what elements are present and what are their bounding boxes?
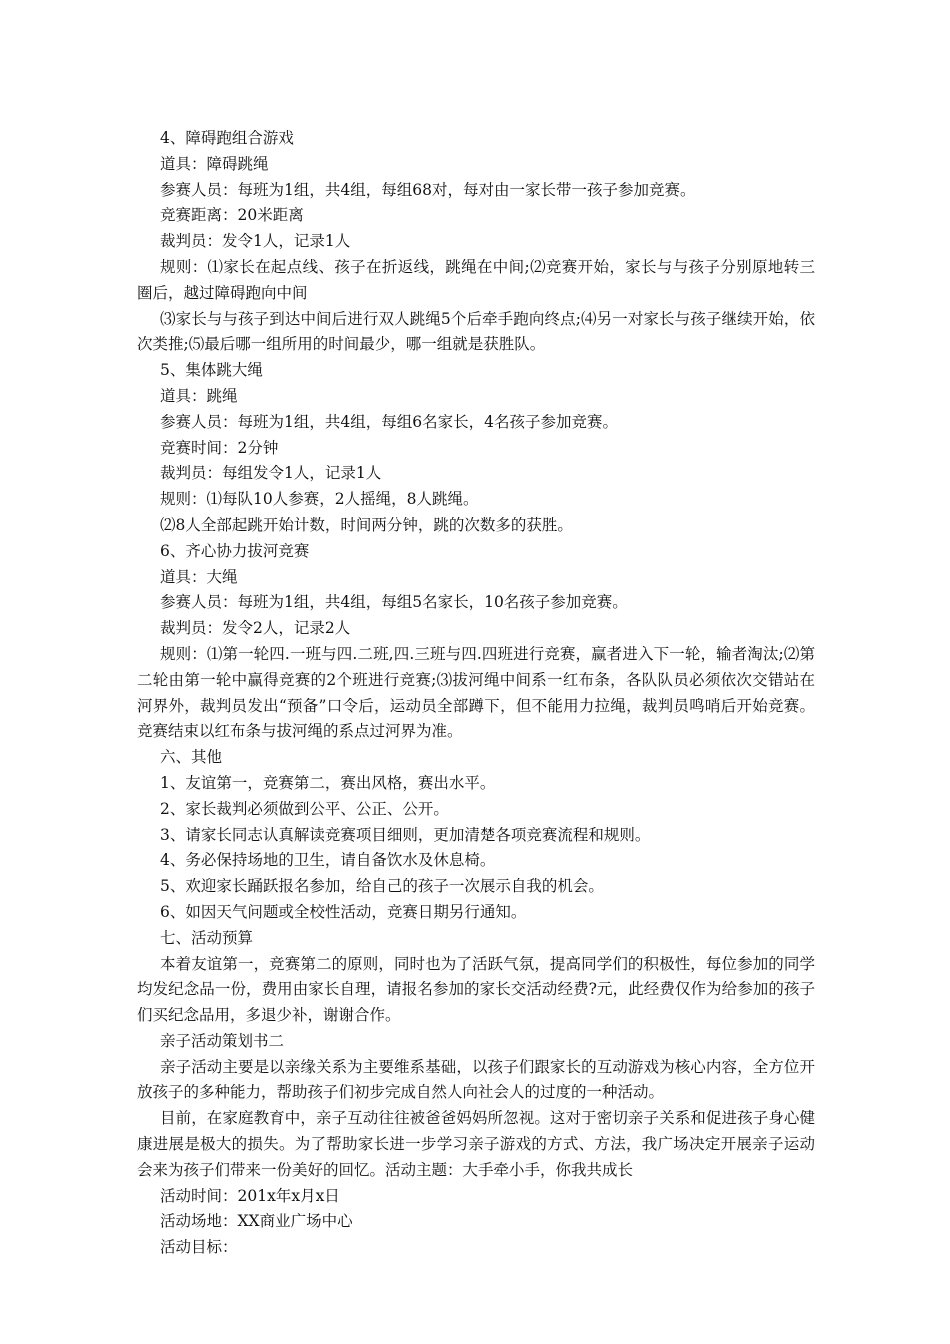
document-body <box>137 126 815 1261</box>
list-item: 4、务必保持场地的卫生，请自备饮水及休息椅。 <box>160 851 496 870</box>
paragraph: 规则：⑴第一轮四.一班与四.二班,四.三班与四.四班进行竞赛，赢者进入下一轮，输者淘汰;⑵第二轮由第一轮中赢得竞赛的2个班进行竞赛;⑶拔河绳中间系一红布条，各队队员必须依次交错站在河界外，裁判员发出“预备”口令后，运动员全部蹲下，但不能用力拉绳，裁判员鸣哨后开始竞赛。竞赛结束以红布条与拔河绳的系点过河界为准。 <box>137 644 815 741</box>
paragraph: 规则：⑴家长在起点线、孩子在折返线，跳绳在中间;⑵竞赛开始，家长与与孩子分别原地转三圈后，越过障碍跑向中间 <box>137 257 815 302</box>
paragraph: 参赛人员：每班为1组，共4组，每组68对，每对由一家长带一孩子参加竞赛。 <box>160 180 696 199</box>
paragraph: 目前，在家庭教育中，亲子互动往往被爸爸妈妈所忽视。这对于密切亲子关系和促进孩子身心健康进展是极大的损失。为了帮助家长进一步学习亲子游戏的方式、方法，我广场决定开展亲子运动会来为孩子们带来一份美好的回忆。活动主题：大手牵小手，你我共成长 <box>137 1109 815 1179</box>
paragraph: 参赛人员：每班为1组，共4组，每组6名家长，4名孩子参加竞赛。 <box>160 412 618 431</box>
paragraph: 裁判员：发令1人，记录1人 <box>160 232 351 251</box>
heading-plan-two: 亲子活动策划书二 <box>160 1031 285 1050</box>
paragraph: 道具：跳绳 <box>160 386 238 405</box>
list-item: 1、友谊第一，竞赛第二，赛出风格，赛出水平。 <box>160 773 496 792</box>
heading-obstacle-race: 4、障碍跑组合游戏 <box>160 129 294 147</box>
paragraph: 道具：大绳 <box>160 567 238 586</box>
paragraph: 裁判员：发令2人，记录2人 <box>160 619 351 638</box>
paragraph: 道具：障碍跳绳 <box>160 154 269 173</box>
paragraph: 规则：⑴每队10人参赛，2人摇绳，8人跳绳。 <box>160 490 479 509</box>
paragraph: 竞赛时间：2分钟 <box>160 438 279 457</box>
heading-other: 六、其他 <box>160 748 223 767</box>
list-item: 5、欢迎家长踊跃报名参加，给自己的孩子一次展示自我的机会。 <box>160 877 604 896</box>
paragraph: 裁判员：每组发令1人，记录1人 <box>160 464 382 483</box>
paragraph: 本着友谊第一，竞赛第二的原则，同时也为了活跃气氛，提高同学们的积极性，每位参加的同学均发纪念品一份，费用由家长自理，请报名参加的家长交活动经费?元，此经费仅作为给参加的孩子们买纪念品用，多退少补，谢谢合作。 <box>137 954 815 1025</box>
paragraph: ⑵8人全部起跳开始计数，时间两分钟，跳的次数多的获胜。 <box>160 515 573 534</box>
heading-tug-of-war: 6、齐心协力拔河竞赛 <box>160 541 310 560</box>
paragraph: 活动目标： <box>160 1238 238 1257</box>
paragraph: 活动时间：201x年x月x日 <box>160 1186 340 1205</box>
paragraph: 参赛人员：每班为1组，共4组，每组5名家长，10名孩子参加竞赛。 <box>160 593 628 612</box>
paragraph: 竞赛距离：20米距离 <box>160 206 304 225</box>
heading-group-rope-skipping: 5、集体跳大绳 <box>160 361 263 380</box>
list-item: 6、如因天气问题或全校性活动，竞赛日期另行通知。 <box>160 902 527 921</box>
paragraph: 亲子活动主要是以亲缘关系为主要维系基础，以孩子们跟家长的互动游戏为核心内容，全方位开放孩子的多种能力，帮助孩子们初步完成自然人向社会人的过度的一种活动。 <box>137 1057 815 1102</box>
list-item: 3、请家长同志认真解读竞赛项目细则，更加清楚各项竞赛流程和规则。 <box>160 825 651 844</box>
list-item: 2、家长裁判必须做到公平、公正、公开。 <box>160 799 449 818</box>
heading-budget: 七、活动预算 <box>160 928 254 947</box>
paragraph: ⑶家长与与孩子到达中间后进行双人跳绳5个后牵手跑向终点;⑷另一对家长与孩子继续开始，依次类推;⑸最后哪一组所用的时间最少，哪一组就是获胜队。 <box>137 309 815 354</box>
paragraph: 活动场地：XX商业广场中心 <box>160 1212 353 1231</box>
